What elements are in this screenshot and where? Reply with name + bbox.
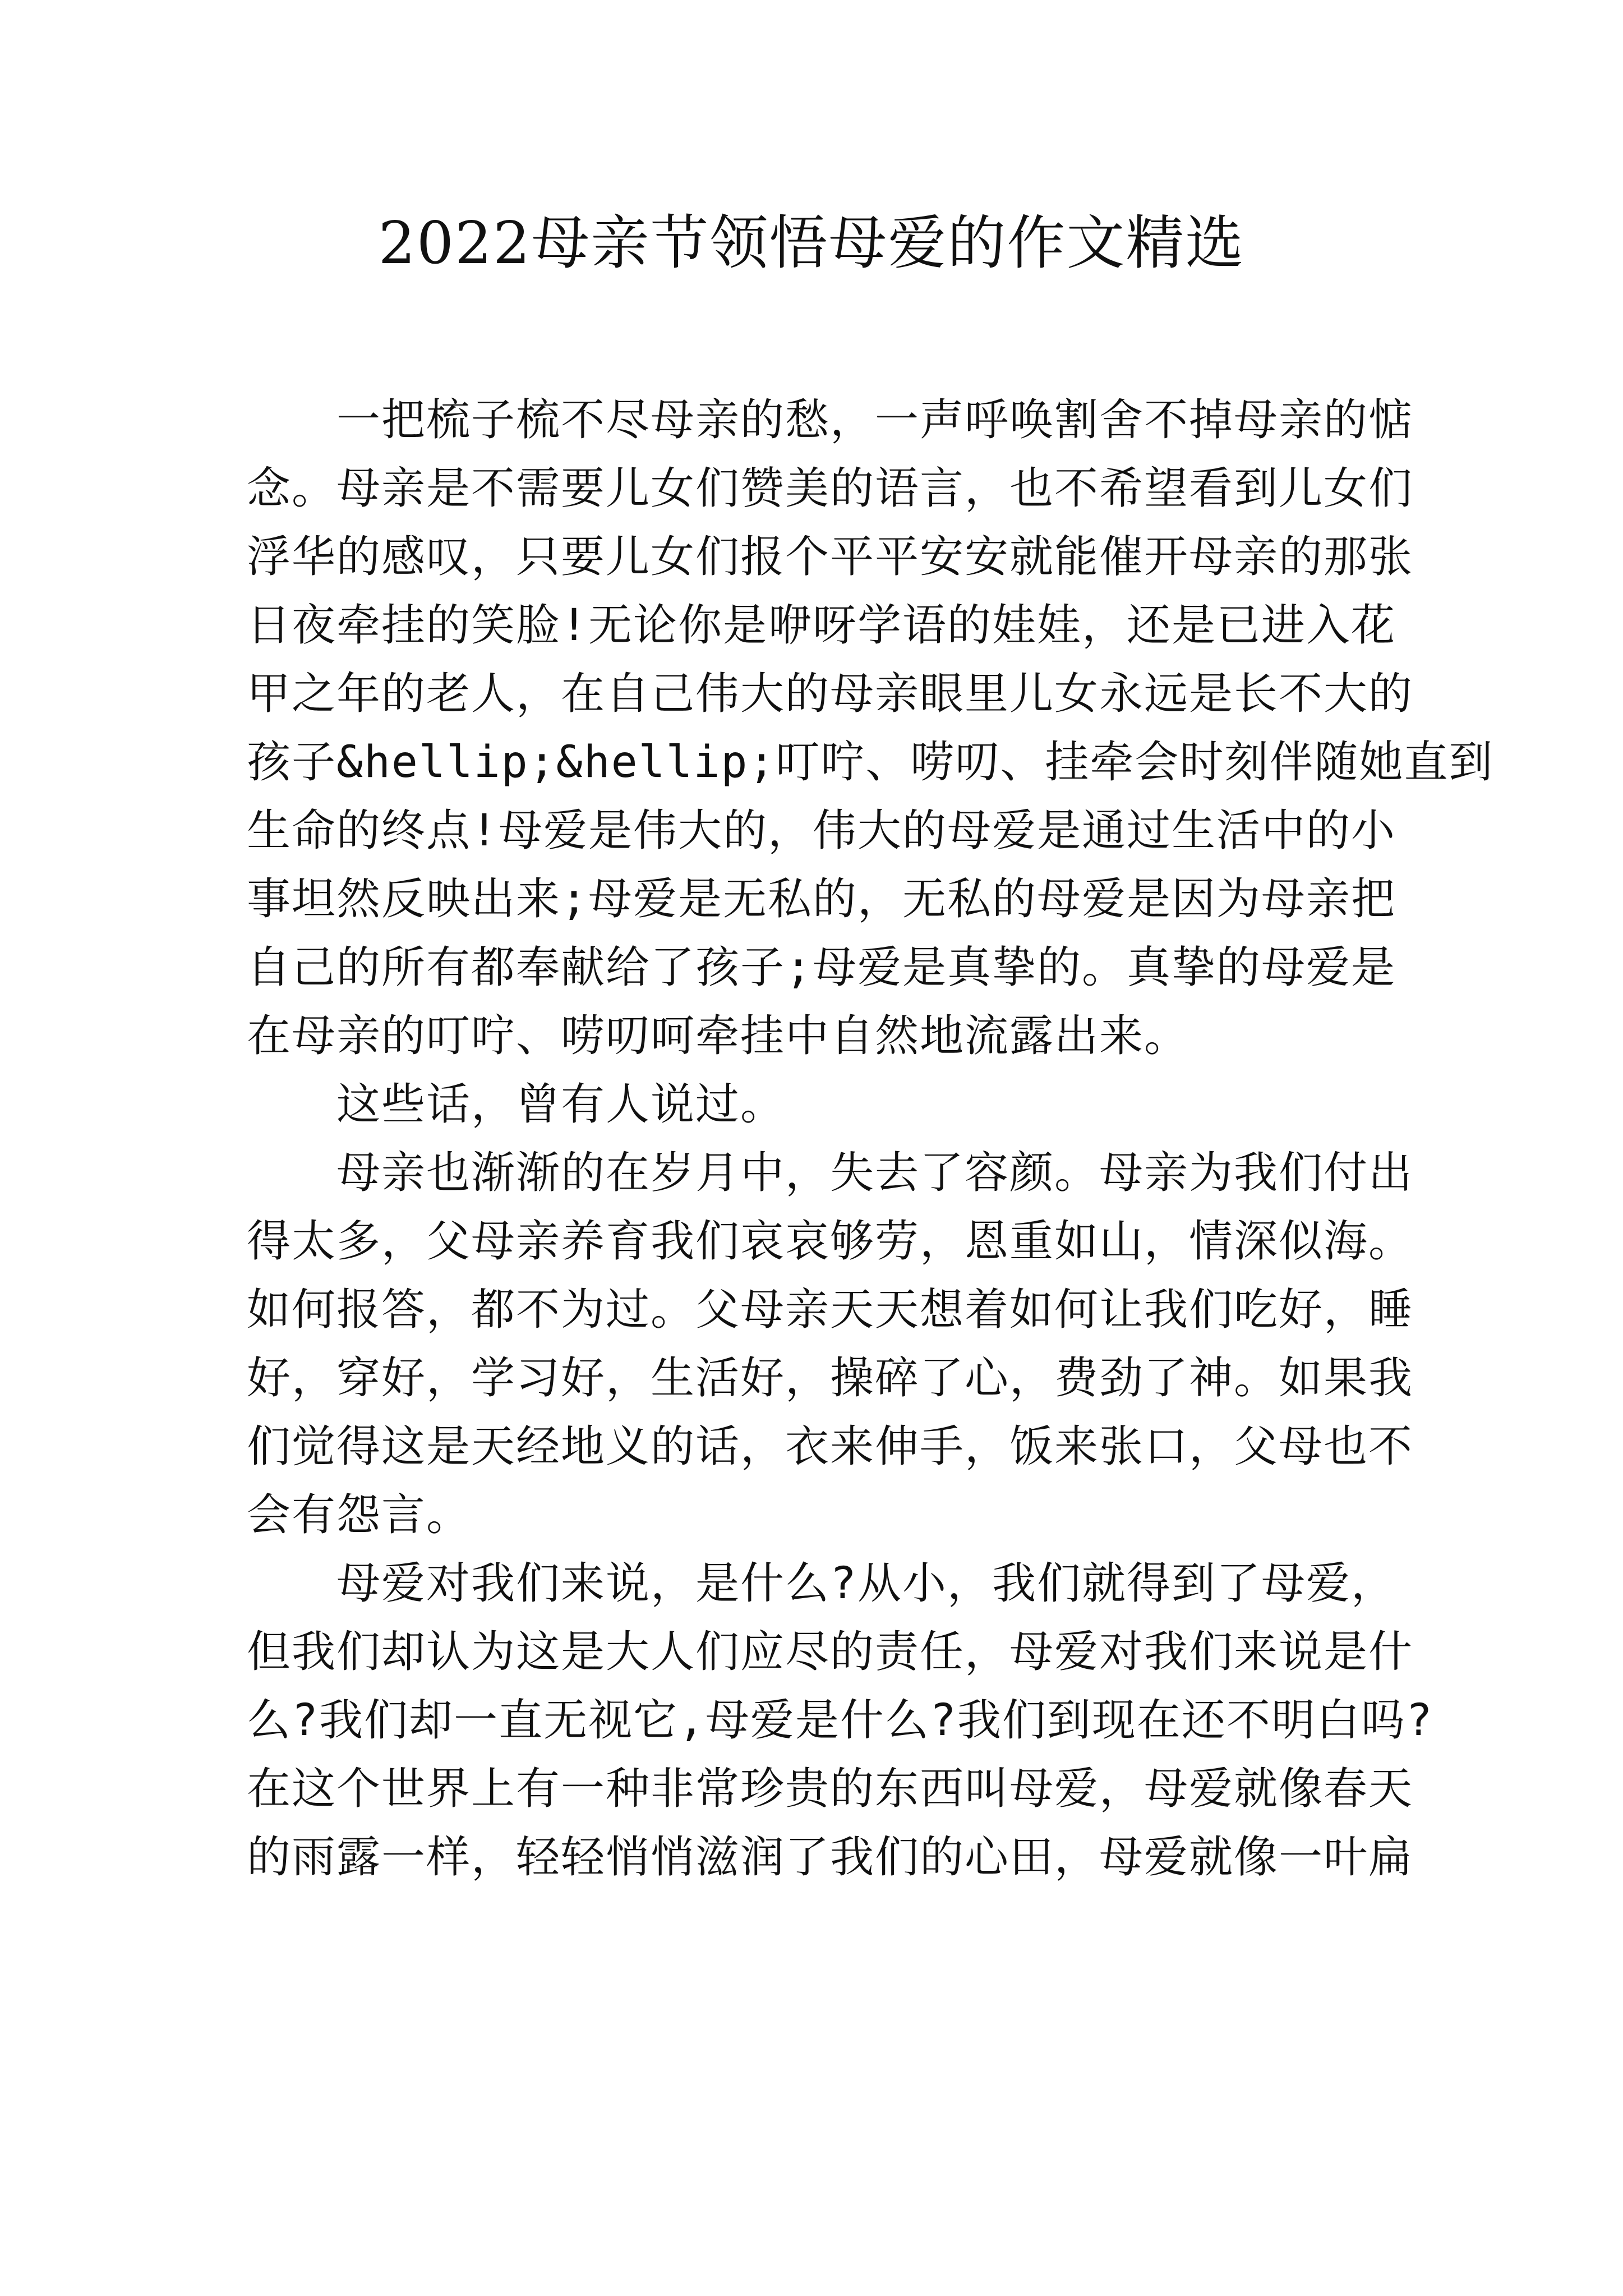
- paragraph-line: 们觉得这是天经地义的话，衣来伸手，饭来张口，父母也不: [247, 1421, 1414, 1472]
- paragraph-line: 会有怨言。: [247, 1490, 472, 1540]
- paragraph-line: 生命的终点!母爱是伟大的，伟大的母爱是通过生活中的小: [247, 806, 1396, 856]
- paragraph-line: 好，穿好，学习好，生活好，操碎了心，费劲了神。如果我: [247, 1353, 1414, 1404]
- paragraph-line: 念。母亲是不需要儿女们赞美的语言，也不希望看到儿女们: [247, 463, 1414, 514]
- paragraph-line: 母爱对我们来说，是什么?从小，我们就得到了母爱，: [336, 1558, 1396, 1609]
- paragraph-line: 自己的所有都奉献给了孩子;母爱是真挚的。真挚的母爱是: [247, 942, 1396, 993]
- paragraph-line: 的雨露一样，轻轻悄悄滋润了我们的心田，母爱就像一叶扁: [247, 1832, 1414, 1883]
- paragraph-line: 母亲也渐渐的在岁月中，失去了容颜。母亲为我们付出: [336, 1148, 1414, 1198]
- paragraph-line: 甲之年的老人，在自己伟大的母亲眼里儿女永远是长不大的: [247, 669, 1414, 719]
- paragraph-line: 但我们却认为这是大人们应尽的责任，母爱对我们来说是什: [247, 1627, 1414, 1677]
- paragraph-line: 在这个世界上有一种非常珍贵的东西叫母爱，母爱就像春天: [247, 1764, 1414, 1814]
- paragraph-line: 么?我们却一直无视它,母爱是什么?我们到现在还不明白吗?: [247, 1695, 1433, 1746]
- paragraph-line: 得太多，父母亲养育我们哀哀够劳，恩重如山，情深似海。: [247, 1216, 1414, 1267]
- paragraph-line: 浮华的感叹，只要儿女们报个平平安安就能催开母亲的那张: [247, 532, 1414, 582]
- paragraph-line: 如何报答，都不为过。父母亲天天想着如何让我们吃好，睡: [247, 1285, 1414, 1335]
- document-title: 2022母亲节领悟母爱的作文精选: [378, 209, 1245, 277]
- paragraph-line: 事坦然反映出来;母爱是无私的，无私的母爱是因为母亲把: [247, 874, 1396, 924]
- paragraph-line: 在母亲的叮咛、唠叨呵牵挂中自然地流露出来。: [247, 1011, 1189, 1061]
- paragraph-line: 日夜牵挂的笑脸!无论你是咿呀学语的娃娃，还是已进入花: [247, 600, 1396, 651]
- paragraph-line: 孩子&hellip;&hellip;叮咛、唠叨、挂牵会时刻伴随她直到: [247, 737, 1494, 788]
- paragraph-line: 一把梳子梳不尽母亲的愁，一声呼唤割舍不掉母亲的惦: [336, 395, 1414, 445]
- paragraph-line: 这些话，曾有人说过。: [336, 1079, 786, 1130]
